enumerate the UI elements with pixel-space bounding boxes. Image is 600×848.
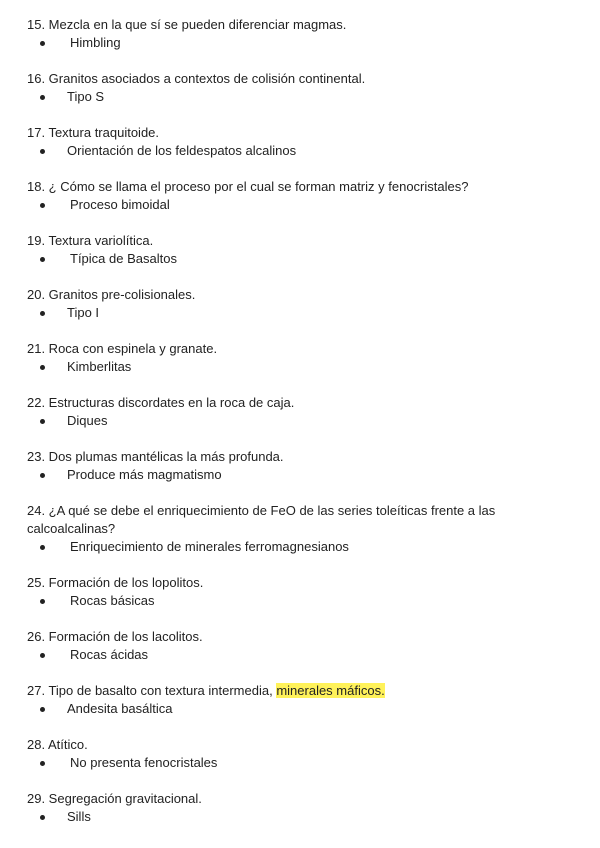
answer-26 <box>27 646 575 664</box>
answer-28 <box>27 754 575 772</box>
answer-17 <box>27 142 575 160</box>
answer-15 <box>27 34 575 52</box>
qa-item-16 <box>27 70 575 106</box>
question-17: 17. Textura traquitoide. <box>27 125 160 140</box>
question-16: 16. Granitos asociados a contextos de colisión continental. <box>27 71 366 86</box>
bullet-icon <box>40 473 45 478</box>
answer-18-text: Proceso bimoidal <box>70 197 170 212</box>
question-21: 21. Roca con espinela y granate. <box>27 341 218 356</box>
answer-15-text: Himbling <box>70 35 121 50</box>
question-19: 19. Textura variolítica. <box>27 233 154 248</box>
answer-29-text: Sills <box>67 809 91 824</box>
qa-item-26 <box>27 628 575 664</box>
answer-23 <box>27 466 575 484</box>
bullet-icon <box>40 653 45 658</box>
qa-item-29 <box>27 790 575 826</box>
bullet-icon <box>40 761 45 766</box>
highlighted-text: minerales máficos. <box>276 683 385 698</box>
answer-20 <box>27 304 575 322</box>
answer-20-text: Tipo I <box>67 305 100 320</box>
answer-24 <box>27 538 575 556</box>
answer-26-text: Rocas ácidas <box>70 647 149 662</box>
question-15: 15. Mezcla en la que sí se pueden diferenciar magmas. <box>27 17 347 32</box>
answer-25-text: Rocas básicas <box>70 593 155 608</box>
answer-17-text: Orientación de los feldespatos alcalinos <box>67 143 297 158</box>
qa-item-18 <box>27 178 575 214</box>
answer-24-text: Enriquecimiento de minerales ferromagnesianos <box>70 539 349 554</box>
answer-19 <box>27 250 575 268</box>
qa-item-23 <box>27 448 575 484</box>
qa-item-19 <box>27 232 575 268</box>
bullet-icon <box>40 707 45 712</box>
answer-21 <box>27 358 575 376</box>
bullet-icon <box>40 419 45 424</box>
qa-item-25 <box>27 574 575 610</box>
qa-item-15 <box>27 16 575 52</box>
question-23: 23. Dos plumas mantélicas la más profunda. <box>27 449 284 464</box>
question-22: 22. Estructuras discordates en la roca de caja. <box>27 395 295 410</box>
question-27 <box>27 682 575 700</box>
answer-27-text: Andesita basáltica <box>67 701 173 716</box>
bullet-icon <box>40 545 45 550</box>
answer-27 <box>27 700 575 718</box>
question-27-text: 27. Tipo de basalto con textura intermedia, <box>27 683 277 698</box>
qa-item-22 <box>27 394 575 430</box>
answer-25 <box>27 592 575 610</box>
bullet-icon <box>40 149 45 154</box>
answer-21-text: Kimberlitas <box>67 359 132 374</box>
question-25: 25. Formación de los lopolitos. <box>27 575 204 590</box>
answer-18 <box>27 196 575 214</box>
qa-item-21 <box>27 340 575 376</box>
question-24: 24. ¿A qué se debe el enriquecimiento de FeO de las series toleíticas frente a las calcoalcalinas? <box>27 503 496 536</box>
question-18: 18. ¿ Cómo se llama el proceso por el cual se forman matriz y fenocristales? <box>27 179 469 194</box>
qa-item-17 <box>27 124 575 160</box>
bullet-icon <box>40 365 45 370</box>
answer-22-text: Diques <box>67 413 108 428</box>
question-28: 28. Atítico. <box>27 737 88 752</box>
bullet-icon <box>40 311 45 316</box>
answer-19-text: Típica de Basaltos <box>70 251 177 266</box>
answer-29 <box>27 808 575 826</box>
qa-item-20 <box>27 286 575 322</box>
qa-item-28 <box>27 736 575 772</box>
qa-item-24 <box>27 502 575 556</box>
answer-28-text: No presenta fenocristales <box>70 755 218 770</box>
question-20: 20. Granitos pre-colisionales. <box>27 287 196 302</box>
answer-16-text: Tipo S <box>67 89 105 104</box>
question-26: 26. Formación de los lacolitos. <box>27 629 203 644</box>
bullet-icon <box>40 203 45 208</box>
bullet-icon <box>40 599 45 604</box>
answer-23-text: Produce más magmatismo <box>67 467 222 482</box>
answer-16 <box>27 88 575 106</box>
answer-22 <box>27 412 575 430</box>
bullet-icon <box>40 41 45 46</box>
bullet-icon <box>40 257 45 262</box>
bullet-icon <box>40 95 45 100</box>
bullet-icon <box>40 815 45 820</box>
question-29: 29. Segregación gravitacional. <box>27 791 202 806</box>
qa-item-27 <box>27 682 575 718</box>
